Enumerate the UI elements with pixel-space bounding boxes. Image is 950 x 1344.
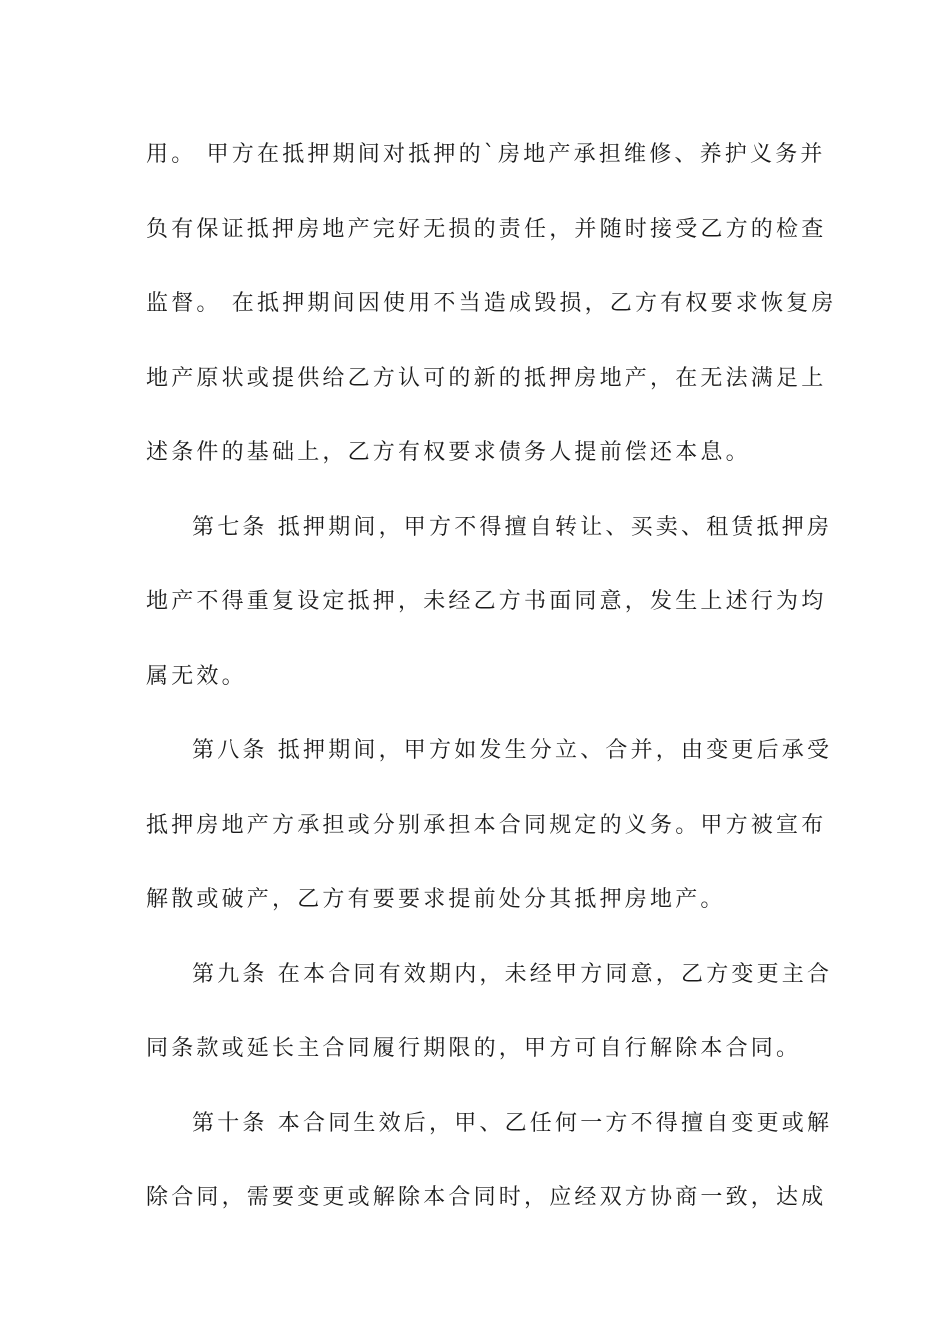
- text-line: 除合同，需要变更或解除本合同时，应经双方协商一致，达成: [146, 1185, 827, 1210]
- text-line: 地产不得重复设定抵押，未经乙方书面同意，发生上述行为均: [146, 589, 827, 614]
- article-7-first-line: 第七条 抵押期间，甲方不得擅自转让、买卖、租赁抵押房: [192, 514, 833, 540]
- contract-body-text: [146, 130, 837, 1248]
- text-line: 抵押房地产方承担或分别承担本合同规定的义务。甲方被宣布: [146, 812, 827, 838]
- text-line: 地产原状或提供给乙方认可的新的抵押房地产，在无法满足上: [146, 365, 827, 391]
- text-line: 负有保证抵押房地产完好无损的责任，并随时接受乙方的检查: [146, 216, 827, 242]
- text-line: 解散或破产，乙方有要要求提前处分其抵押房地产。: [146, 887, 726, 912]
- article-10-first-line: 第十条 本合同生效后，甲、乙任何一方不得擅自变更或解: [192, 1110, 833, 1136]
- text-line: 监督。 在抵押期间因使用不当造成毁损，乙方有权要求恢复房: [146, 291, 837, 316]
- article-8-first-line: 第八条 抵押期间，甲方如发生分立、合并，由变更后承受: [192, 738, 833, 763]
- article-9-first-line: 第九条 在本合同有效期内，未经甲方同意，乙方变更主合: [192, 961, 833, 987]
- text-line: 述条件的基础上，乙方有权要求债务人提前偿还本息。: [146, 440, 751, 465]
- text-line: 同条款或延长主合同履行期限的，甲方可自行解除本合同。: [146, 1036, 802, 1061]
- text-line: 用。 甲方在抵押期间对抵押的`房地产承担维修、养护义务并: [146, 142, 826, 167]
- text-line: 属无效。: [146, 663, 247, 689]
